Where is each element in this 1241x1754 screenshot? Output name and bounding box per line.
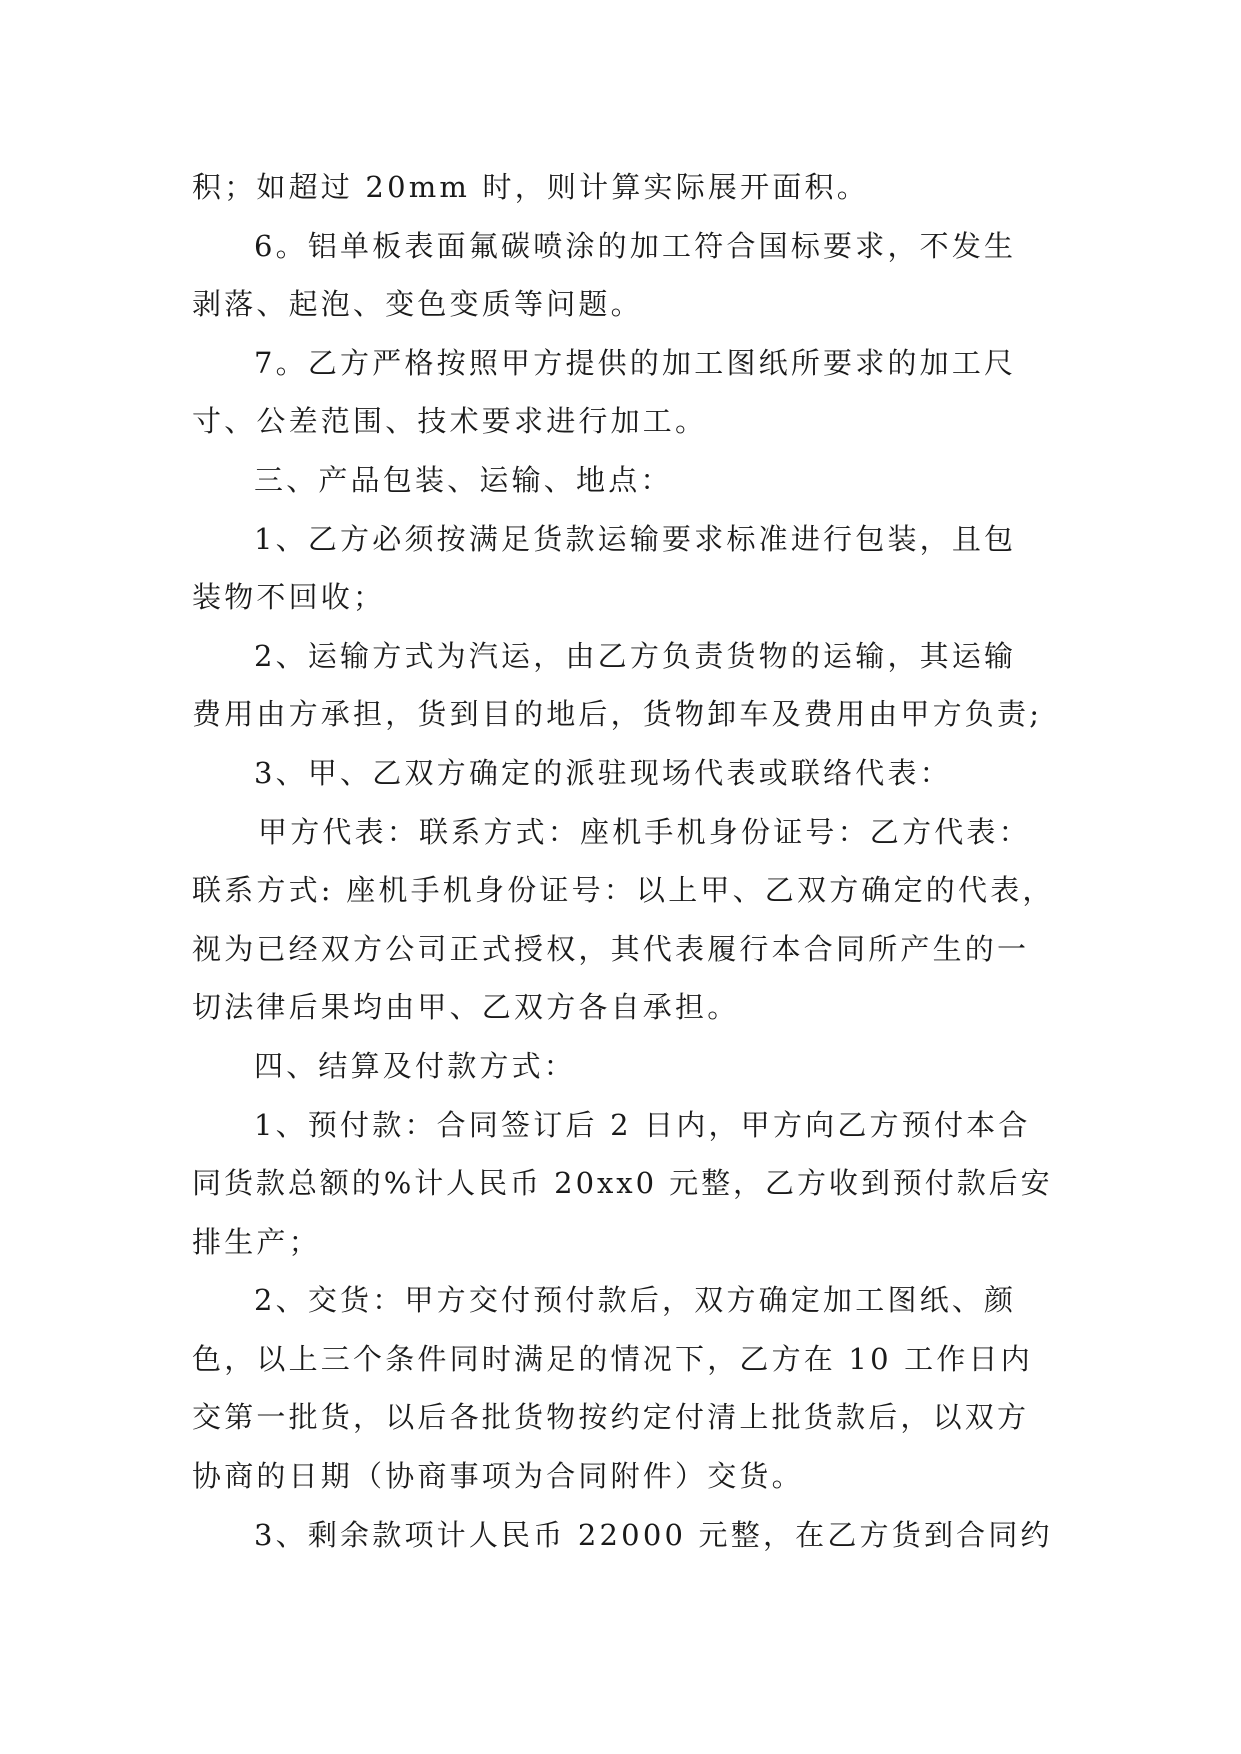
text-line: 装物不回收； xyxy=(192,580,386,615)
section-heading: 三、产品包装、运输、地点： xyxy=(254,462,673,497)
text-line: 7。乙方严格按照甲方提供的加工图纸所要求的加工尺 xyxy=(254,345,1017,380)
text-line: 协商的日期（协商事项为合同附件）交货。 xyxy=(192,1459,804,1494)
text-line: 剥落、起泡、变色变质等问题。 xyxy=(192,287,643,322)
text-line: 积；如超过 20mm 时，则计算实际展开面积。 xyxy=(192,170,869,204)
text-line: 1、预付款：合同签订后 2 日内，甲方向乙方预付本合 xyxy=(254,1107,1031,1142)
text-line: 交第一批货，以后各批货物按约定付清上批货款后，以双方 xyxy=(192,1400,1030,1435)
section-heading: 四、结算及付款方式： xyxy=(254,1048,577,1083)
text-line: 联系方式: 座机手机身份证号：以上甲、乙双方确定的代表， xyxy=(192,873,1055,908)
text-line: 排生产； xyxy=(192,1224,321,1259)
text-line: 2、运输方式为汽运，由乙方负责货物的运输，其运输 xyxy=(254,638,1017,673)
text-line: 色，以上三个条件同时满足的情况下，乙方在 10 工作日内 xyxy=(192,1341,1033,1376)
text-line: 2、交货：甲方交付预付款后，双方确定加工图纸、颜 xyxy=(254,1283,1017,1318)
text-line: 寸、公差范围、技术要求进行加工。 xyxy=(192,404,708,439)
text-line: 费用由方承担，货到目的地后，货物卸车及费用由甲方负责; xyxy=(192,697,1043,732)
text-line: 3、剩余款项计人民币 22000 元整，在乙方货到合同约 xyxy=(254,1517,1053,1552)
text-line: 1、乙方必须按满足货款运输要求标准进行包装，且包 xyxy=(254,521,1017,556)
document-body xyxy=(192,158,1058,1564)
text-line: 甲方代表：联系方式：座机手机身份证号：乙方代表： xyxy=(258,814,1031,849)
text-line: 6。铝单板表面氟碳喷涂的加工符合国标要求，不发生 xyxy=(254,228,1017,263)
text-line: 3、甲、乙双方确定的派驻现场代表或联络代表： xyxy=(254,755,952,790)
text-line: 切法律后果均由甲、乙双方各自承担。 xyxy=(192,990,740,1025)
text-line: 同货款总额的%计人民币 20xx0 元整，乙方收到预付款后安 xyxy=(192,1166,1053,1201)
text-line: 视为已经双方公司正式授权，其代表履行本合同所产生的一 xyxy=(192,931,1030,966)
